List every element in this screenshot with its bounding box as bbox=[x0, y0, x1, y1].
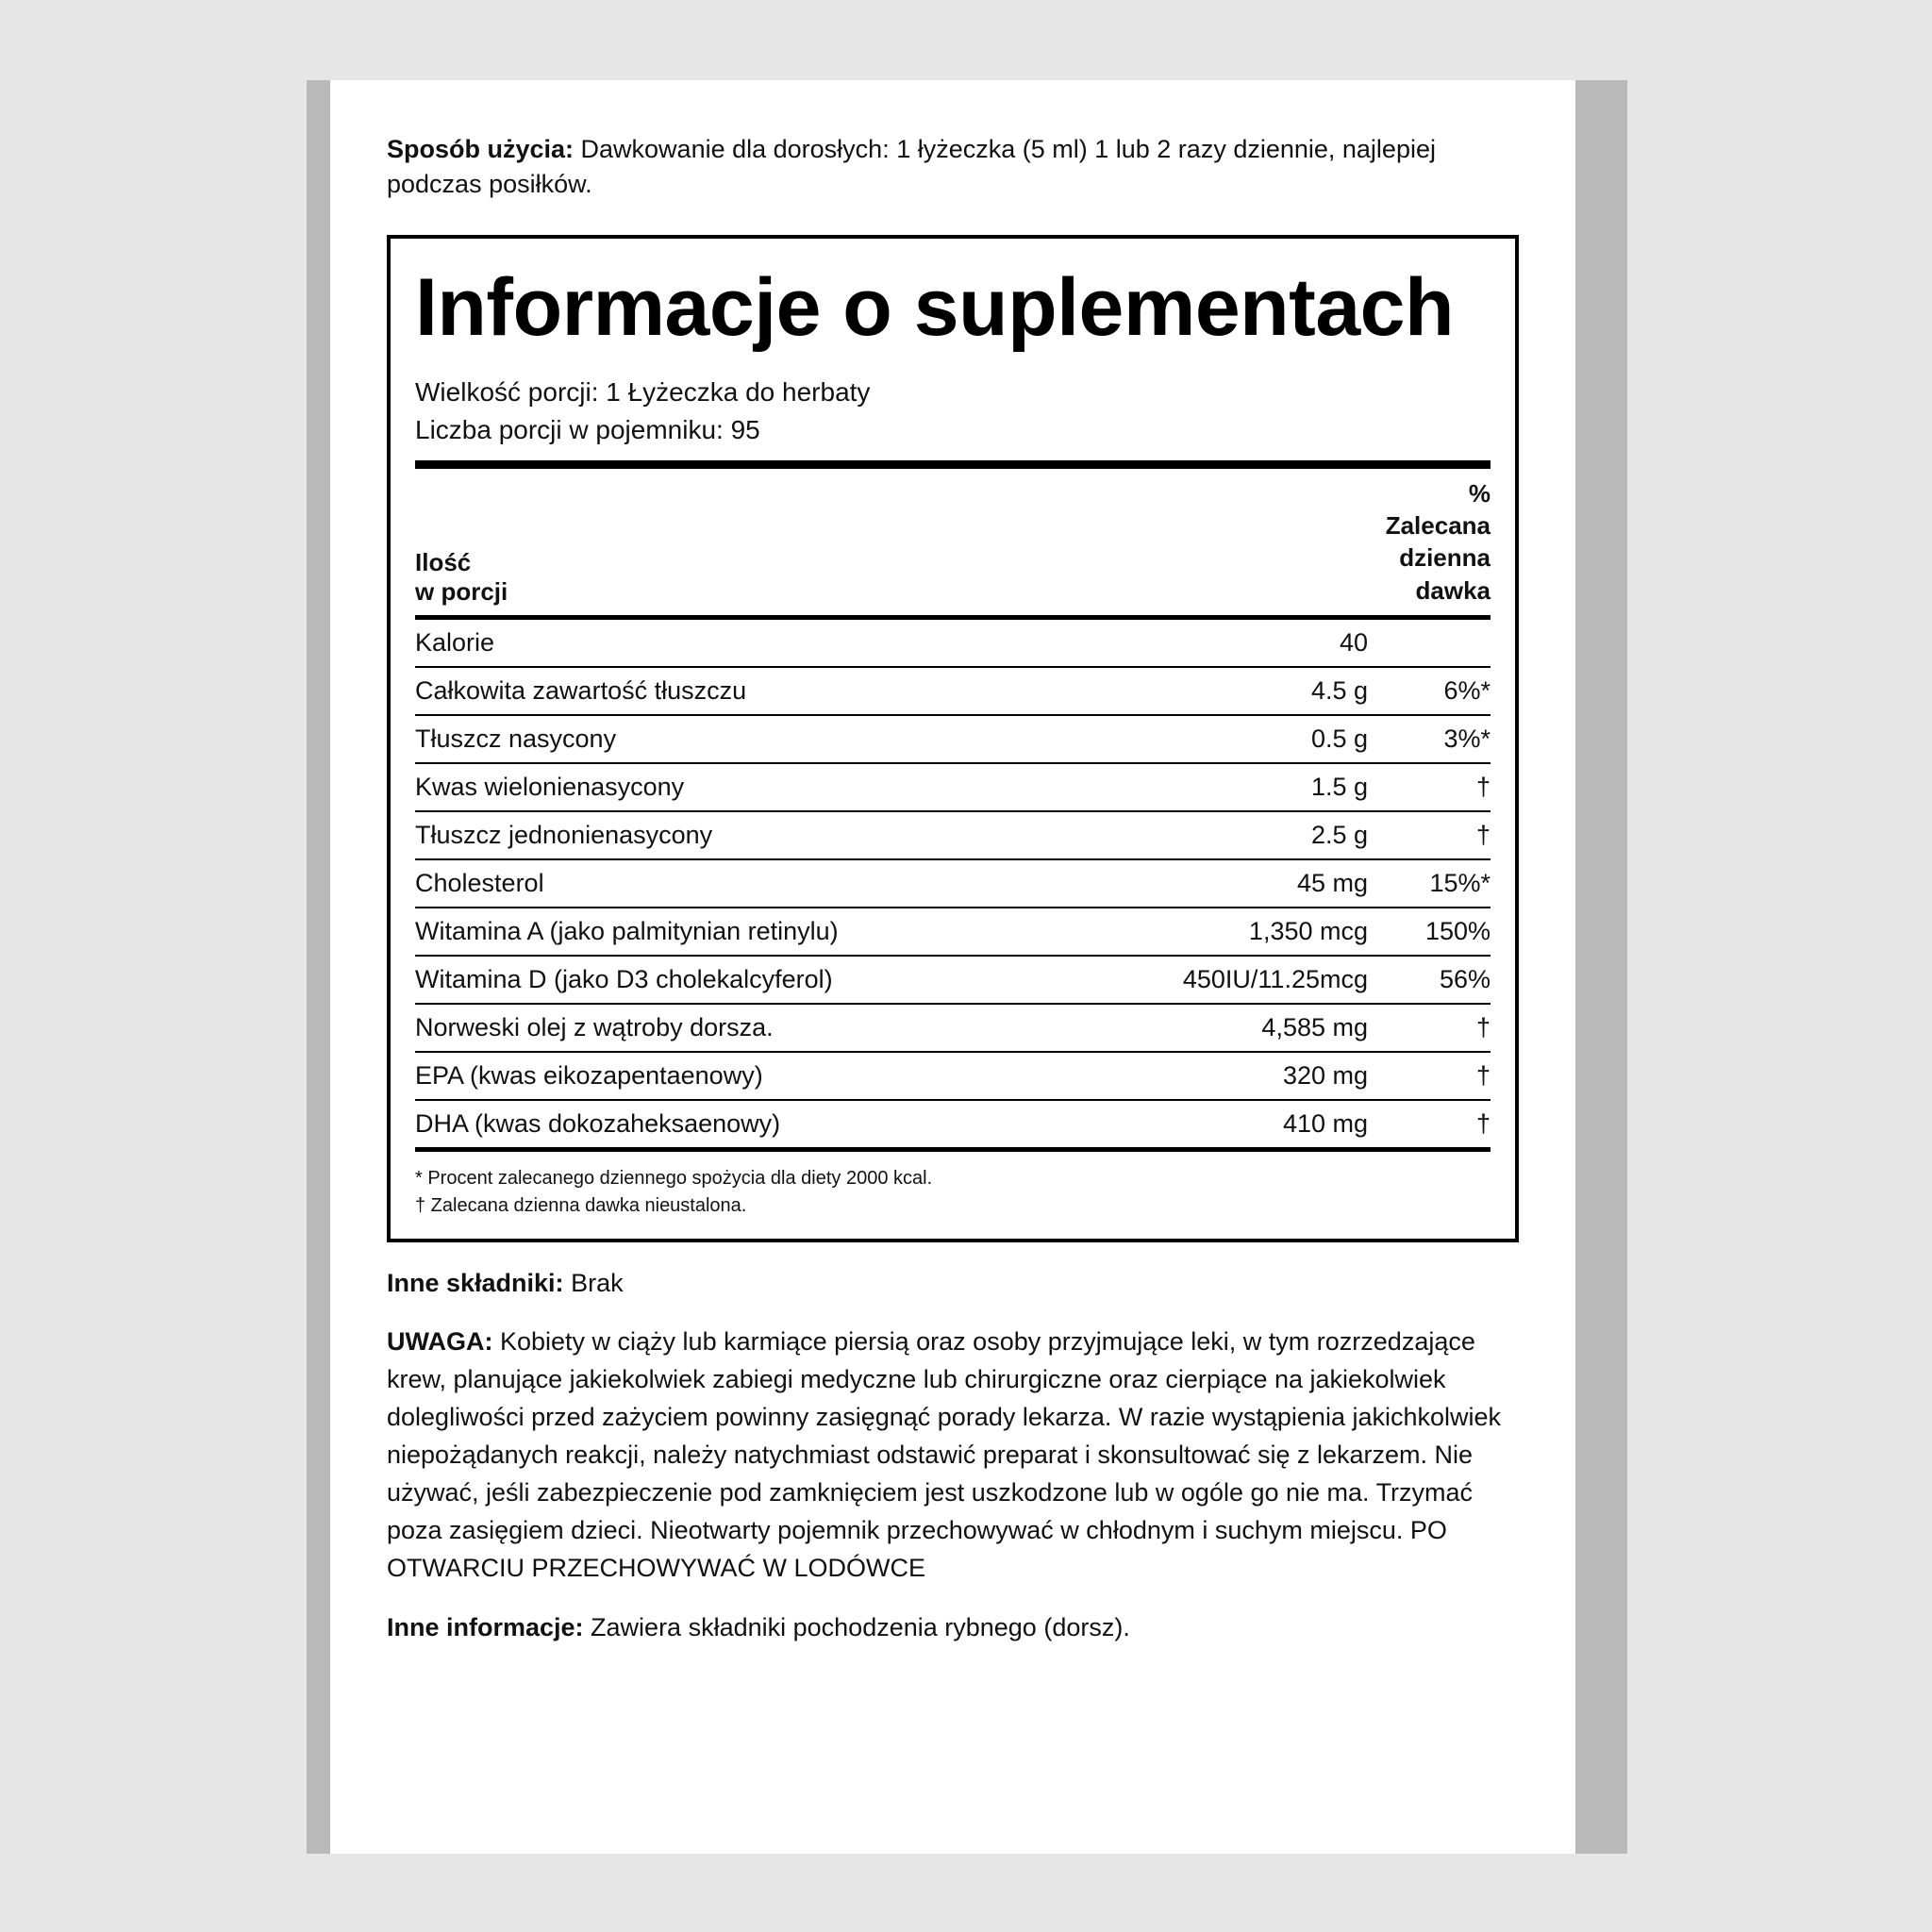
table-row bbox=[415, 763, 1491, 811]
supplement-facts-box bbox=[387, 235, 1519, 1242]
nutrient-dv: 56% bbox=[1368, 956, 1491, 1004]
other-ingredients-paragraph bbox=[387, 1269, 1519, 1298]
nutrient-dv: 150% bbox=[1368, 908, 1491, 956]
nutrient-name: Cholesterol bbox=[415, 859, 1078, 908]
header-dv-cell bbox=[1368, 469, 1491, 618]
table-row bbox=[415, 617, 1491, 667]
nutrient-amount: 4.5 g bbox=[1078, 667, 1368, 715]
other-info-text: Zawiera składniki pochodzenia rybnego (dorsz). bbox=[583, 1612, 1130, 1641]
nutrient-dv: † bbox=[1368, 1004, 1491, 1052]
header-amount-cell bbox=[415, 469, 1078, 618]
nutrient-name: Kalorie bbox=[415, 617, 1078, 667]
directions-text: Dawkowanie dla dorosłych: 1 łyżeczka (5 ml) 1 lub 2 razy dziennie, najlepiej podczas posiłków. bbox=[387, 135, 1436, 199]
table-row bbox=[415, 908, 1491, 956]
nutrient-dv bbox=[1368, 617, 1491, 667]
nutrient-name: EPA (kwas eikozapentaenowy) bbox=[415, 1052, 1078, 1100]
header-amount-line1: Ilość bbox=[415, 547, 472, 576]
header-spacer-cell bbox=[1078, 469, 1368, 618]
header-amount-line2: w porcji bbox=[415, 576, 508, 606]
nutrient-amount: 4,585 mg bbox=[1078, 1004, 1368, 1052]
footnotes bbox=[415, 1165, 1491, 1220]
other-ingredients-text: Brak bbox=[563, 1268, 624, 1297]
nutrient-dv: 15%* bbox=[1368, 859, 1491, 908]
footnote-dagger: † Zalecana dzienna dawka nieustalona. bbox=[415, 1194, 747, 1216]
nutrient-name: DHA (kwas dokozaheksaenowy) bbox=[415, 1100, 1078, 1147]
warning-text: Kobiety w ciąży lub karmiące piersią oraz osoby przyjmujące leki, w tym rozrzedzające krew, planujące jakiekolwiek zabiegi medyczne lub chirurgiczne oraz cierpiące na jakiekolwiek dolegliwości przed zażyciem powinny zasięgnąć porady lekarza. W razie wystąpienia jakichkolwiek niepożądanych reakcji, należy natychmiast odstawić preparat i skonsultować się z lekarzem. Nie używać, jeśli zabezpieczenie pod zamknięciem jest uszkodzone lub w ogóle go nie ma. Trzymać poza zasięgiem dzieci. Nieotwarty pojemnik przechowywać w chłodnym i suchym miejscu. PO OTWARCIU PRZECHOWYWAĆ W LODÓWCE bbox=[387, 1326, 1502, 1582]
nutrient-dv: † bbox=[1368, 1052, 1491, 1100]
nutrient-amount: 410 mg bbox=[1078, 1100, 1368, 1147]
nutrient-amount: 45 mg bbox=[1078, 859, 1368, 908]
footnote-percent-dv: * Procent zalecanego dziennego spożycia dla diety 2000 kcal. bbox=[415, 1167, 933, 1189]
table-row bbox=[415, 1100, 1491, 1147]
header-dv-line2: dzienna bbox=[1399, 543, 1491, 573]
nutrient-amount: 1,350 mcg bbox=[1078, 908, 1368, 956]
directions-paragraph bbox=[387, 132, 1519, 203]
header-dv-line1: % Zalecana bbox=[1385, 478, 1491, 541]
other-ingredients-label: Inne składniki: bbox=[387, 1268, 564, 1297]
table-row bbox=[415, 811, 1491, 859]
nutrient-name: Witamina D (jako D3 cholekalcyferol) bbox=[415, 956, 1078, 1004]
warning-label: UWAGA: bbox=[387, 1326, 493, 1356]
nutrient-amount: 320 mg bbox=[1078, 1052, 1368, 1100]
nutrition-table bbox=[415, 469, 1491, 1147]
header-dv-line3: dawka bbox=[1415, 575, 1491, 605]
nutrient-dv: 6%* bbox=[1368, 667, 1491, 715]
table-row bbox=[415, 1004, 1491, 1052]
nutrient-name: Kwas wielonienasycony bbox=[415, 763, 1078, 811]
nutrient-amount: 0.5 g bbox=[1078, 715, 1368, 763]
nutrient-dv: † bbox=[1368, 763, 1491, 811]
nutrient-name: Tłuszcz jednonienasycony bbox=[415, 811, 1078, 859]
table-row bbox=[415, 859, 1491, 908]
divider-thick bbox=[415, 460, 1491, 469]
nutrient-dv: † bbox=[1368, 811, 1491, 859]
nutrient-name: Tłuszcz nasycony bbox=[415, 715, 1078, 763]
supplement-label-panel bbox=[330, 80, 1575, 1854]
other-info-label: Inne informacje: bbox=[387, 1612, 584, 1641]
nutrient-name: Witamina A (jako palmitynian retinylu) bbox=[415, 908, 1078, 956]
servings-per-container: Liczba porcji w pojemniku: 95 bbox=[415, 414, 760, 444]
table-row bbox=[415, 667, 1491, 715]
nutrient-dv: † bbox=[1368, 1100, 1491, 1147]
directions-label: Sposób użycia: bbox=[387, 135, 575, 163]
table-header-row bbox=[415, 469, 1491, 618]
table-row bbox=[415, 1052, 1491, 1100]
nutrient-amount: 1.5 g bbox=[1078, 763, 1368, 811]
divider-medium bbox=[415, 1147, 1491, 1152]
label-page bbox=[307, 80, 1627, 1854]
table-row bbox=[415, 956, 1491, 1004]
supplement-facts-title: Informacje o suplementach bbox=[415, 261, 1455, 353]
other-info-paragraph bbox=[387, 1613, 1519, 1642]
nutrient-amount: 40 bbox=[1078, 617, 1368, 667]
nutrient-name: Norweski olej z wątroby dorsza. bbox=[415, 1004, 1078, 1052]
nutrient-amount: 2.5 g bbox=[1078, 811, 1368, 859]
table-row bbox=[415, 715, 1491, 763]
serving-size: Wielkość porcji: 1 Łyżeczka do herbaty bbox=[415, 377, 871, 408]
nutrient-name: Całkowita zawartość tłuszczu bbox=[415, 667, 1078, 715]
nutrient-dv: 3%* bbox=[1368, 715, 1491, 763]
warning-paragraph bbox=[387, 1324, 1519, 1588]
nutrient-amount: 450IU/11.25mcg bbox=[1078, 956, 1368, 1004]
